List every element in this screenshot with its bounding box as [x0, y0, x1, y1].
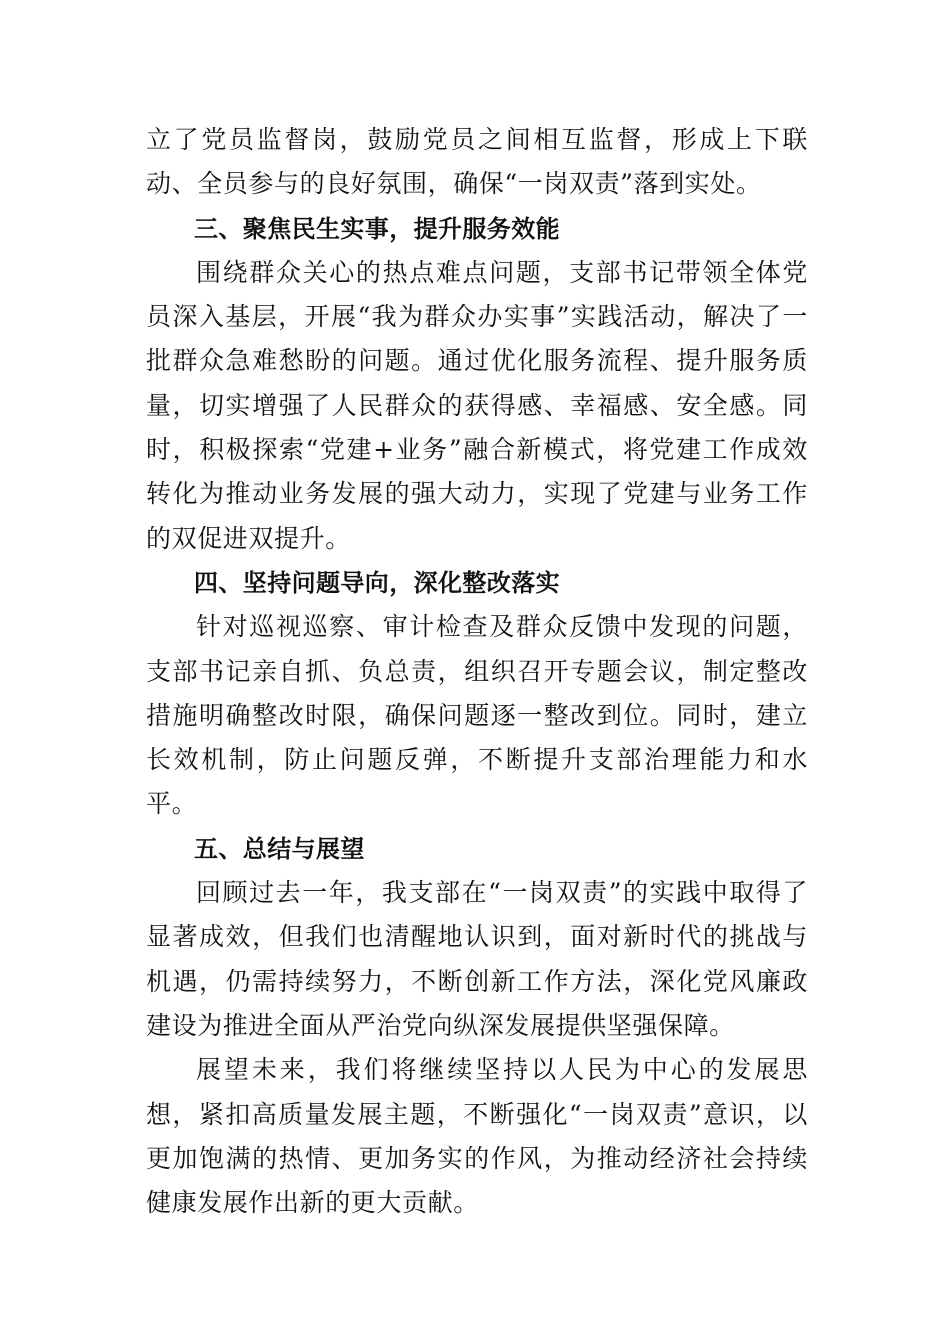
document-body — [146, 118, 808, 1225]
paragraph-rectification: 针对巡视巡察、审计检查及群众反馈中发现的问题，支部书记亲自抓、负总责，组织召开专题会议，制定整改措施明确整改时限，确保问题逐一整改到位。同时，建立长效机制，防止问题反弹，不断提升支部治理能力和水平。 — [146, 612, 808, 819]
section-heading-3: 三、聚焦民生实事，提升服务效能 — [194, 214, 560, 243]
section-heading-4: 四、坚持问题导向，深化整改落实 — [194, 568, 560, 597]
section-heading-5: 五、总结与展望 — [194, 834, 365, 863]
paragraph-review: 回顾过去一年，我支部在“一岗双责”的实践中取得了显著成效，但我们也清醒地认识到，面对新时代的挑战与机遇，仍需持续努力，不断创新工作方法，深化党风廉政建设为推进全面从严治党向纵深发展提供坚强保障。 — [146, 878, 808, 1040]
paragraph-livelihood: 围绕群众关心的热点难点问题，支部书记带领全体党员深入基层，开展“我为群众办实事”实践活动，解决了一批群众急难愁盼的问题。通过优化服务流程、提升服务质量，切实增强了人民群众的获得感、幸福感、安全感。同时，积极探索“党建+业务”融合新模式，将党建工作成效转化为推动业务发展的强大动力，实现了党建与业务工作的双促进双提升。 — [146, 257, 808, 553]
paragraph-supervision-continued: 立了党员监督岗，鼓励党员之间相互监督，形成上下联动、全员参与的良好氛围，确保“一岗双责”落到实处。 — [146, 125, 808, 199]
paragraph-outlook: 展望未来，我们将继续坚持以人民为中心的发展思想，紧扣高质量发展主题，不断强化“一岗双责”意识，以更加饱满的热情、更加务实的作风，为推动经济社会持续健康发展作出新的更大贡献。 — [146, 1055, 808, 1218]
